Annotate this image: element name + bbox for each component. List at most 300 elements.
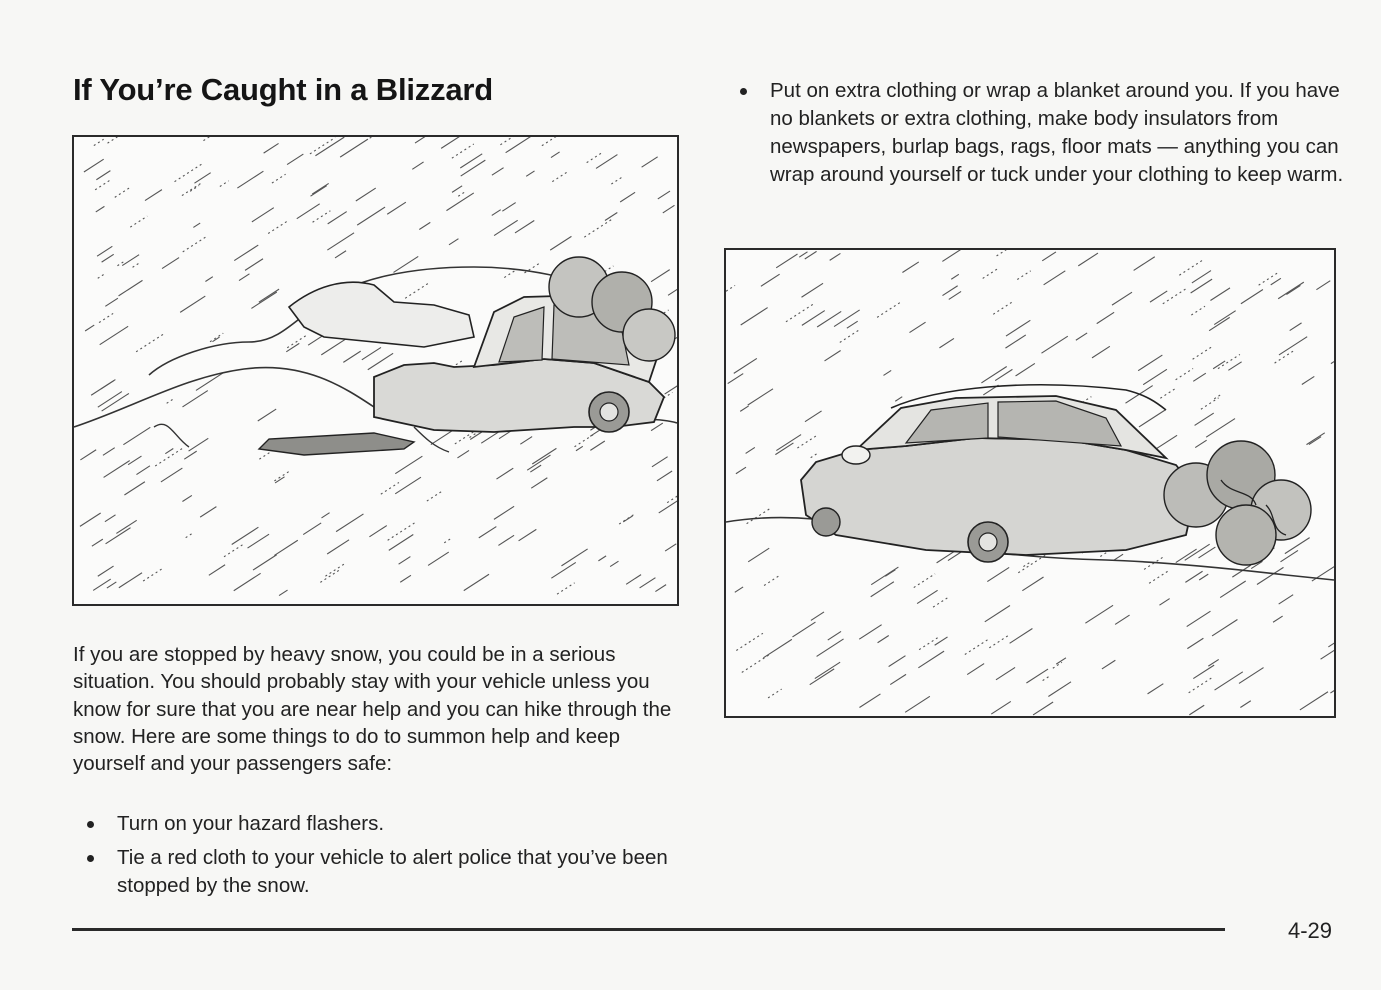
snow-streak [830,253,841,260]
snow-streak [811,612,824,620]
snow-streak [1273,616,1283,622]
snow-streak [1193,665,1214,678]
snow-streak [104,461,130,478]
bullet-icon [740,88,747,95]
snow-streak [258,409,276,421]
snow-streak [452,144,474,158]
snow-streak [610,561,618,566]
snow-streak [124,482,144,495]
snow-streak [234,245,258,261]
snow-streak [1048,682,1071,697]
snow-streak [665,544,676,551]
snow-streak [194,173,210,184]
snow-streak [640,578,656,588]
snow-streak [890,674,906,684]
snow-streak [626,575,641,585]
snow-streak [605,213,617,221]
safety-bullet-list [73,810,673,906]
snow-streak [667,485,677,503]
snow-streak [531,478,547,488]
snow-streak [526,171,534,176]
snow-streak [1218,354,1240,368]
snow-streak [811,452,819,457]
snow-streak [871,567,898,585]
snow-streak [598,556,606,561]
snow-streak [801,283,823,297]
snow-streak [967,664,984,675]
snow-streak [736,633,763,650]
snow-streak [527,455,550,470]
car-with-exhaust-in-snow-illustration [724,248,1336,718]
snow-streak [186,533,193,538]
snow-streak [91,380,115,396]
snow-streak [107,582,116,588]
snow-streak [987,567,1009,581]
snow-streak [552,171,569,182]
list-item [73,810,673,838]
snow-streak [1241,289,1263,303]
snow-streak [268,221,287,234]
snow-streak [889,656,906,667]
snow-streak [180,296,205,312]
snow-streak [995,369,1012,380]
page-number: 4-29 [1288,918,1333,943]
snow-streak [103,448,115,456]
snow-streak [325,563,345,576]
snow-streak [642,157,658,167]
snow-streak [105,298,118,306]
snow-streak [885,570,895,577]
snow-streak [1076,333,1087,340]
snow-streak [95,179,111,190]
bullet-text: Tie a red cloth to your vehicle to alert police that you’ve been stopped by the snow. [117,846,668,897]
snow-streak [251,292,276,308]
snow-streak [123,427,150,444]
snow-streak [336,514,363,532]
snow-streak [327,540,349,554]
snow-streak [799,252,807,257]
snow-streak [1041,336,1067,353]
snow-streak [1102,660,1115,669]
snow-streak [1033,702,1053,715]
snow-streak [460,154,482,168]
snow-streak [210,333,223,342]
snowstorm-car-drawing-2 [726,250,1334,716]
snow-streak [130,216,147,227]
snow-streak [370,137,386,138]
snow-streak [182,391,207,407]
snow-streak [115,188,129,197]
snow-streak [343,351,360,362]
snow-streak [909,322,925,332]
snow-streak [116,520,136,533]
snow-streak [93,579,111,590]
snow-streak [1176,549,1197,562]
snow-streak [1290,323,1302,331]
snow-streak [1210,288,1230,301]
snow-streak [1193,346,1213,359]
snow-streak [1214,311,1235,325]
snow-streak [728,374,744,384]
snow-streak [775,443,793,455]
bullet-text: Put on extra clothing or wrap a blanket around you. If you have no blankets or extra clothing, make body insulators from newspapers, burlap bags, rags, floor mats — anything you can wrap around yourself or tuck under your clothing to keep warm. [770,79,1344,186]
snow-streak [651,423,663,431]
intro-paragraph: If you are stopped by heavy snow, you could be in a serious situation. You should probably stay with your vehicle unless you know for sure that you are near help and you can hike through the snow. Here are some things to do to summon help and keep yourself and your passengers safe: [73,643,672,776]
snow-streak [847,321,858,328]
snow-streak [1279,337,1307,355]
snow-streak [315,137,344,156]
snow-streak [1163,288,1188,304]
snow-streak [817,639,844,656]
snow-streak [193,223,200,227]
snow-streak [99,313,113,322]
snow-streak [232,527,259,544]
snow-streak [1056,658,1066,664]
snow-streak [1185,571,1202,582]
snow-streak [274,540,297,555]
snow-streak [272,174,286,183]
snow-streak [1017,271,1030,280]
snow-streak [1306,433,1324,445]
snow-streak [1300,692,1328,710]
snow-streak [357,207,385,225]
snow-streak [914,574,935,588]
snow-streak [620,192,635,202]
snow-streak [167,398,175,403]
snow-streak [1143,369,1167,384]
snow-streak [327,233,354,250]
snow-streak [802,311,825,326]
snow-streak [1042,252,1056,261]
snow-streak [1185,544,1210,560]
snow-streak [479,527,497,538]
snow-streak [1201,398,1219,409]
snow-streak [388,522,416,540]
snow-streak [1159,599,1169,606]
snow-streak [1302,376,1314,384]
snow-streak [136,466,149,475]
snow-streak [328,212,347,224]
snow-streak [431,430,454,445]
snow-streak [942,286,957,296]
snowstorm-car-drawing-1 [74,137,677,604]
snow-streak [663,205,675,213]
snow-streak [665,384,677,394]
snow-streak [530,465,541,472]
snow-streak [1228,362,1241,371]
snow-streak [464,574,489,590]
snow-streak [1271,278,1281,285]
snow-streak [1239,668,1264,684]
snow-streak [792,622,815,637]
snow-streak [532,448,556,464]
footer-divider [72,928,1225,931]
snow-streak [983,268,1000,279]
snow-streak [128,456,141,465]
snow-streak [419,222,430,229]
snow-streak [965,639,989,655]
snow-streak [387,202,406,214]
snow-streak [550,236,571,250]
snow-streak [457,450,469,457]
snow-streak [1150,291,1167,302]
snow-streak [200,507,216,518]
snow-streak [395,477,421,494]
snow-streak [1199,574,1208,580]
snow-streak [797,435,817,448]
snow-streak [997,250,1007,256]
snow-streak [119,573,142,588]
snow-streak [496,468,513,479]
snow-streak [741,308,768,325]
snow-streak [237,171,263,188]
snow-streak [96,206,105,212]
snow-streak [133,262,141,267]
snow-streak [542,137,557,146]
snow-streak [734,358,757,373]
snow-streak [761,274,780,286]
snow-streak [1114,554,1123,560]
snow-streak [119,280,143,295]
snow-streak [1316,281,1330,290]
snow-streak [321,338,346,354]
snow-streak [1257,567,1284,584]
snow-streak [102,254,114,262]
snow-streak [1138,355,1162,371]
snow-streak [274,471,290,481]
snow-streak [189,438,209,451]
snow-streak [740,406,748,411]
snow-streak [989,634,1010,647]
snow-streak [1157,435,1178,448]
snow-streak [939,338,954,347]
snow-streak [1321,644,1334,659]
snow-streak [405,283,429,299]
snow-streak [279,590,288,596]
snow-streak [993,302,1011,314]
snow-streak [498,535,514,545]
snow-streak [500,137,514,145]
snow-streak [659,496,677,513]
snow-streak [1044,271,1066,285]
snow-streak [1199,547,1216,558]
snow-streak [427,491,442,501]
snow-streak [335,251,346,258]
snow-streak [368,353,393,369]
snow-streak [212,337,219,342]
snow-streak [1195,440,1206,447]
snow-streak [596,155,617,169]
snow-streak [655,585,666,592]
bullet-text: Turn on your hazard flashers. [117,812,385,835]
snow-streak [981,367,1006,383]
snow-streak [184,451,196,459]
snow-streak [252,208,274,222]
snow-streak [746,447,755,453]
snow-streak [399,557,411,565]
snow-streak [883,370,891,375]
snow-streak [515,220,534,232]
snow-streak [652,457,668,467]
snow-streak [825,351,841,361]
snow-streak [504,270,516,278]
snow-streak [877,302,901,317]
snow-streak [1212,619,1237,635]
snow-streak [190,186,199,192]
snow-streak [100,326,128,344]
snow-streak [1176,369,1193,380]
snow-streak [776,254,797,268]
bullet-icon [87,821,94,828]
snow-streak [449,239,458,245]
snow-streak [106,528,131,544]
snow-streak [105,515,116,522]
snow-streak [742,654,771,673]
snow-streak [933,597,948,607]
snow-streak [1010,629,1033,644]
snow-streak [1026,669,1048,683]
snow-streak [902,262,918,273]
snow-streak [658,191,670,199]
snow-streak [748,548,769,562]
snow-streak [590,441,604,450]
snow-streak [828,631,841,640]
snow-streak [1328,641,1334,647]
snow-streak [494,506,514,519]
snow-streak [895,397,902,402]
snow-streak [458,192,465,197]
snow-streak [182,182,203,195]
snow-streak [747,508,770,523]
snow-streak [1022,577,1043,591]
snow-streak [492,210,501,216]
snow-streak [322,513,330,518]
snow-streak [239,274,249,281]
snow-streak [412,162,423,169]
snow-streak [313,211,331,223]
snow-streak [520,437,532,445]
snow-streak [905,696,930,712]
snow-streak [1092,346,1110,358]
snow-streak [461,160,486,176]
snow-streak [871,582,894,597]
snow-streak [494,220,518,235]
snow-streak [84,159,104,172]
snow-streak [1191,306,1205,315]
snow-streak [264,143,279,153]
snow-streak [587,153,602,162]
snow-streak [182,495,191,501]
snow-streak [492,168,504,176]
snow-streak [1330,687,1334,693]
snow-streak [312,183,328,194]
snow-streak [1085,605,1113,623]
snow-streak [248,534,270,548]
snow-streak [287,335,307,348]
snow-streak [1278,282,1304,299]
snow-streak [991,701,1011,714]
snow-streak [1259,273,1278,285]
snow-streak [98,273,106,278]
snow-streak [1005,335,1025,348]
snow-streak [657,471,672,481]
snow-streak [810,669,834,685]
snow-streak [834,310,860,327]
snow-streak [1189,678,1212,693]
snow-streak [942,250,969,261]
snow-streak [918,651,944,668]
snow-streak [452,186,462,193]
snow-streak [259,289,279,302]
snow-streak [1134,257,1155,271]
snow-streak [937,551,956,563]
snow-streak [415,137,435,143]
snow-streak [1286,285,1300,294]
snow-streak [444,538,452,543]
right-bullet-item [726,77,1346,189]
snow-streak [1078,253,1098,266]
snow-streak [85,325,94,331]
snow-streak [1160,389,1175,399]
snow-streak [303,523,321,535]
snow-streak [97,246,112,256]
snow-streak [748,389,773,405]
snow-streak [1139,410,1166,427]
snow-streak [859,625,881,640]
snow-streak [859,694,880,708]
snow-streak [122,255,139,266]
snow-streak [428,552,449,565]
snow-streak [919,636,940,649]
snow-streak [143,568,162,581]
snow-streak [98,566,114,576]
snow-streak [1148,684,1164,694]
snow-streak [776,435,801,451]
snow-streak [80,513,101,526]
snow-streak [1206,419,1235,438]
snow-streak [763,639,791,657]
snow-streak [395,456,422,474]
snow-streak [1179,259,1204,275]
snow-streak [311,186,327,196]
snow-streak [576,446,583,450]
snow-streak [735,587,743,592]
snow-streak [253,555,277,570]
snow-streak [287,154,303,165]
snow-streak [161,468,182,482]
snow-streak [98,392,122,408]
snow-streak [557,583,575,594]
snow-streak [209,565,225,576]
snow-streak [736,467,746,474]
snow-streak [1187,638,1203,648]
snow-streak [1016,363,1035,376]
snow-streak [340,139,368,157]
snow-streak [768,689,782,698]
snow-streak [1097,312,1114,323]
snow-streak [1115,615,1129,624]
snow-streak [96,171,110,180]
snow-streak [951,274,959,279]
snow-streak [764,576,779,585]
snow-streak [726,285,735,291]
snow-streak [92,539,103,546]
snow-streak [80,450,96,460]
snow-streak [362,347,381,359]
snow-streak [878,636,889,643]
snow-streak [220,181,229,187]
snow-streak [949,291,961,299]
